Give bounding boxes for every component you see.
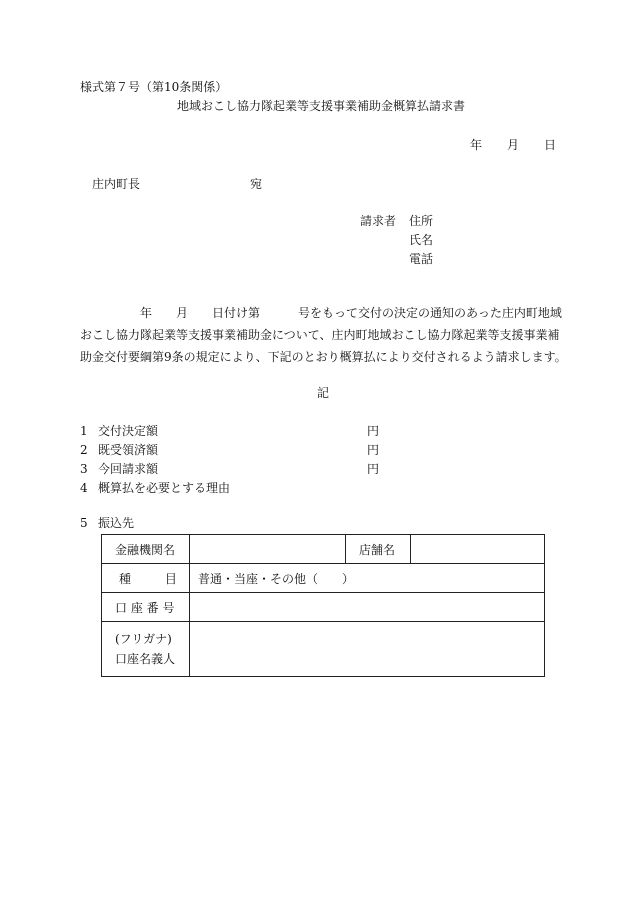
item-label: 今回請求額 [98,462,159,476]
date-month: 月 [507,138,520,152]
transfer-label: 振込先 [98,516,135,530]
table-row [102,564,545,593]
account-number-label: 口 座 番 号 [102,593,190,622]
body-line1: 号をもって交付の決定の通知のあった庄内町地域 [298,306,562,320]
account-holder-label: 口座名義人 [115,652,176,666]
addressee-name: 庄内町長 [92,177,141,191]
account-type-options[interactable]: 普通・当座・その他（ ） [190,564,545,593]
requester-name-label: 氏名 [409,233,434,247]
table-row [102,622,545,677]
item-number: 3 [80,462,88,476]
document-title: 地域おこし協力隊起業等支援事業補助金概算払請求書 [177,99,466,113]
table-row [102,593,545,622]
item-number: 2 [80,443,88,457]
item-unit: 円 [367,424,380,438]
item-label: 概算払を必要とする理由 [98,481,231,495]
body-line2: おこし協力隊起業等支援事業補助金について、庄内町地域おこし協力隊起業等支援事業補 [80,328,560,342]
form-number: 様式第７号（第10条関係） [80,80,228,94]
requester-address-label: 住所 [409,214,434,228]
account-type-char-2: 目 [164,571,177,586]
branch-field[interactable] [411,535,545,564]
item-label: 交付決定額 [98,424,159,438]
account-number-field[interactable] [190,593,545,622]
item-unit: 円 [367,462,380,476]
account-type-char-1: 種 [119,571,132,586]
furigana-label: (フリガナ) [115,632,172,646]
bank-name-label: 金融機関名 [102,535,190,564]
item-unit: 円 [367,443,380,457]
account-holder-label-cell [102,622,190,677]
date-year: 年 [470,138,483,152]
body-year: 年 [140,306,153,320]
body-line3: 助金交付要綱第9条の規定により、下記のとおり概算払により交付されるよう請求します。 [80,350,567,364]
body-month: 月 [176,306,189,320]
addressee-suffix: 宛 [250,177,263,191]
body-date-no: 日付け第 [212,306,261,320]
account-type-label [102,564,190,593]
bank-name-field[interactable] [190,535,346,564]
item-number: 4 [80,481,88,495]
date-day: 日 [544,138,557,152]
bank-account-table [101,534,545,677]
branch-label: 店舗名 [346,535,411,564]
item-number: 1 [80,424,88,438]
table-row [102,535,545,564]
transfer-number: 5 [80,516,88,530]
item-label: 既受領済額 [98,443,159,457]
ki-heading: 記 [317,386,330,400]
account-holder-field[interactable] [190,622,545,677]
requester-label: 請求者 [360,214,397,228]
requester-phone-label: 電話 [409,252,434,266]
